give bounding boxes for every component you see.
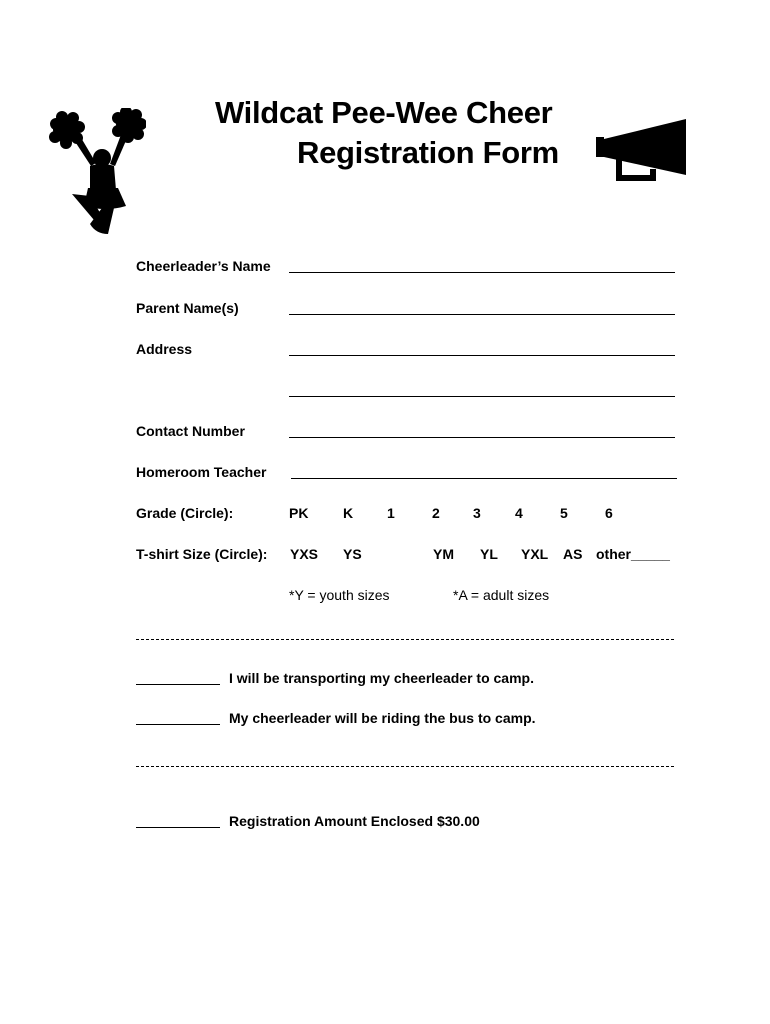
transport-bus-blank[interactable] [136, 724, 220, 725]
tshirt-option-ym[interactable]: YM [433, 546, 454, 562]
adult-sizes-note: *A = adult sizes [453, 587, 550, 603]
page-title-line2: Registration Form [297, 135, 559, 170]
parent-names-field[interactable] [289, 314, 675, 315]
grade-option-k[interactable]: K [343, 505, 354, 521]
contact-number-field[interactable] [289, 437, 675, 438]
grade-option-2[interactable]: 2 [432, 505, 440, 521]
transport-self-label: I will be transporting my cheerleader to camp. [229, 670, 534, 686]
page-title-line1: Wildcat Pee-Wee Cheer [215, 95, 553, 130]
tshirt-option-yl[interactable]: YL [480, 546, 498, 562]
tshirt-option-as[interactable]: AS [563, 546, 583, 562]
transport-bus-label: My cheerleader will be riding the bus to camp. [229, 710, 536, 726]
tshirt-size-label: T-shirt Size (Circle): [136, 546, 268, 562]
payment-blank[interactable] [136, 827, 220, 828]
tshirt-option-ys[interactable]: YS [343, 546, 362, 562]
megaphone-icon [594, 117, 688, 185]
tshirt-option-other[interactable]: other_____ [596, 546, 670, 562]
homeroom-teacher-field[interactable] [291, 478, 677, 479]
address-field-line2[interactable] [289, 396, 675, 397]
address-label: Address [136, 341, 193, 357]
grade-option-3[interactable]: 3 [473, 505, 481, 521]
grade-option-4[interactable]: 4 [515, 505, 523, 521]
parent-names-label: Parent Name(s) [136, 300, 239, 316]
cheerleader-name-field[interactable] [289, 272, 675, 273]
cheerleader-icon [46, 108, 146, 236]
tshirt-option-yxs[interactable]: YXS [290, 546, 319, 562]
cheerleader-name-label: Cheerleader’s Name [136, 258, 271, 274]
grade-option-6[interactable]: 6 [605, 505, 613, 521]
youth-sizes-note: *Y = youth sizes [289, 587, 390, 603]
payment-label: Registration Amount Enclosed $30.00 [229, 813, 480, 829]
grade-option-pk[interactable]: PK [289, 505, 309, 521]
transport-self-blank[interactable] [136, 684, 220, 685]
dashed-divider-2 [136, 766, 674, 767]
tshirt-option-yxl[interactable]: YXL [521, 546, 549, 562]
grade-option-1[interactable]: 1 [387, 505, 395, 521]
grade-label: Grade (Circle): [136, 505, 234, 521]
contact-number-label: Contact Number [136, 423, 245, 439]
dashed-divider-1 [136, 639, 674, 640]
address-field-line1[interactable] [289, 355, 675, 356]
grade-option-5[interactable]: 5 [560, 505, 568, 521]
homeroom-teacher-label: Homeroom Teacher [136, 464, 267, 480]
